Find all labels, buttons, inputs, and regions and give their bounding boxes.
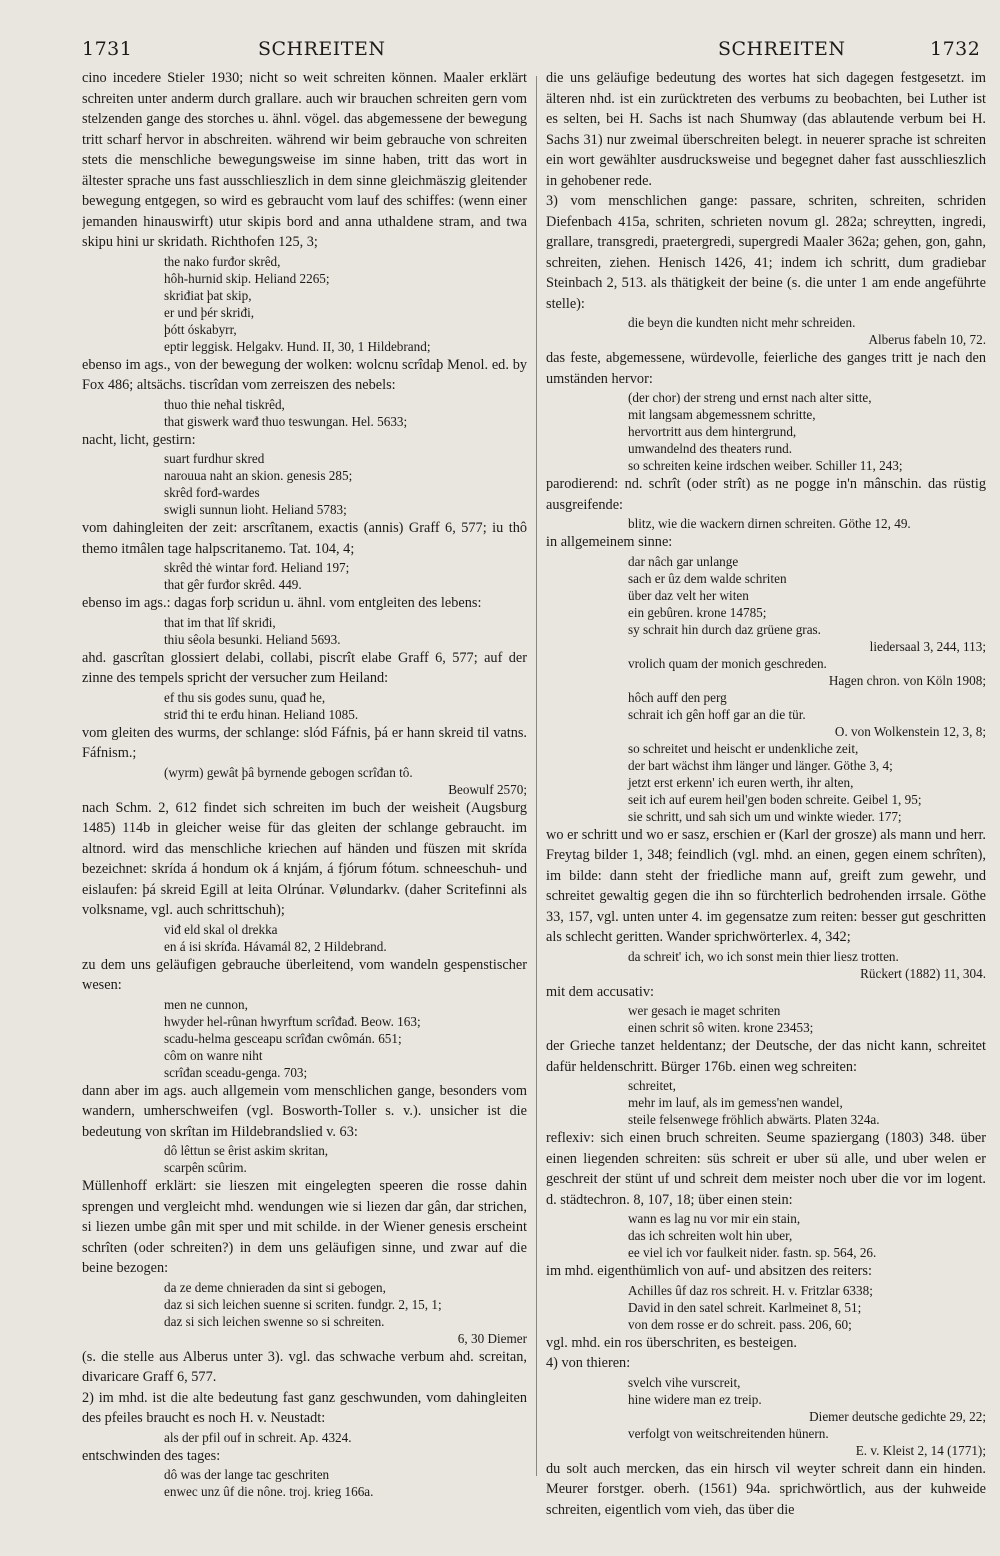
right-page-number: 1732 xyxy=(930,38,981,60)
quotation-line: en á isi skríđa. Hávamál 82, 2 Hildebrand. xyxy=(164,938,387,954)
quotation-line: umwandelnd des theaters rund. xyxy=(628,441,793,456)
paragraph: 2) im mhd. ist die alte bedeutung fast ganz geschwunden, vom dahingleiten des pfeiles braucht es noch H. v. Neustadt: xyxy=(82,1389,527,1426)
quotation-line: schrait ich gên hoff gar an die tür. xyxy=(628,706,806,722)
quotation-line: hervortritt aus dem hintergrund, xyxy=(628,424,797,439)
paragraph: vom dahingleiten der zeit: arscrîtanem, exactis (annis) Graff 6, 577; iu thô themo itmâlen tage halpscritanemo. Tat. 104, 4; xyxy=(82,520,527,557)
quotation-line: skriđiat þat skip, xyxy=(164,287,252,303)
paragraph: parodierend: nd. schrît (oder strît) as ne pogge in'n mânschin. das rüstig ausgreifende: xyxy=(546,476,986,513)
quotation-line: (der chor) der streng und ernst nach alter sitte, xyxy=(628,390,872,405)
paragraph: die uns geläufige bedeutung des wortes hat sich dagegen festgesetzt. im älteren nhd. ist ein zurücktreten des verbums zu beobachten, bei Luther ist es selten, bei H. Sachs ist nach Shumway (das ablautende verbum bei H. Sachs 31) nur zweimal überschreiten belegt. in neuerer sprache ist schreiten ein wort gewählter ausdrucksweise und begegnet daher fast ausschlieszlich in gehobener rede. xyxy=(546,70,986,189)
quotation-line: seit ich auf eurem heil'gen boden schreite. Geibel 1, 95; xyxy=(628,791,922,807)
paragraph: ahd. gascrîtan glossiert delabi, collabi, piscrît elabe Graff 6, 577; auf der zinne des tempels spricht der versucher zum Heiland: xyxy=(82,649,527,686)
left-column xyxy=(82,68,527,1548)
paragraph: (s. die stelle aus Alberus unter 3). vgl. das schwache verbum ahd. screitan, divaricare Graff 6, 577. xyxy=(82,1348,527,1385)
paragraph: entschwinden des tages: xyxy=(82,1447,221,1464)
page-header xyxy=(0,38,1000,68)
left-running-title: SCHREITEN xyxy=(258,38,386,60)
quotation-line: E. v. Kleist 2, 14 (1771); xyxy=(855,1442,986,1458)
quotation-line: striđ thi te erđu hinan. Heliand 1085. xyxy=(164,706,359,722)
paragraph: dann aber im ags. auch allgemein vom menschlichen gange, besonders vom wandern, umherschweifen (vgl. Bosworth-Toller s. v.). unsicher ist die bedeutung von skrîtan im Hildebrandslied v. 63: xyxy=(82,1082,527,1140)
left-page-number: 1731 xyxy=(82,38,133,60)
quotation-line: þótt óskabyrr, xyxy=(164,321,237,337)
quotation-line: wer gesach ie maget schriten xyxy=(628,1003,781,1018)
quotation-line: dô lêttun se êrist askim skritan, xyxy=(164,1143,329,1158)
quotation-line: dô was der lange tac geschriten xyxy=(164,1467,330,1482)
paragraph: das feste, abgemessene, würdevolle, feierliche des ganges tritt je nach den umständen hervor: xyxy=(546,350,986,387)
quotation-line: viđ eld skal ol drekka xyxy=(164,921,278,937)
quotation-line: Rückert (1882) 11, 304. xyxy=(860,965,986,981)
quotation-line: von dem rosse er do schreit. pass. 206, 60; xyxy=(628,1316,852,1332)
quotation-line: steile felsenwege fröhlich abwärts. Platen 324a. xyxy=(628,1112,880,1127)
paragraph: mit dem accusativ: xyxy=(546,983,654,1000)
paragraph: reflexiv: sich einen bruch schreiten. Seume spaziergang (1803) 348. über einen liegenden schreiten: süs schreit er uber sü alle, und uber welen er geschreit der stünt uf und schreit dem meister noch uber die vor im logent. d. städtechron. 8, 107, 18; über einen stein: xyxy=(546,1130,986,1208)
quotation-line: schreitet, xyxy=(628,1078,676,1093)
quotation-line: dar nâch gar unlange xyxy=(628,553,739,569)
quotation-line: ee viel ich vor faulkeit nider. fastn. sp. 564, 26. xyxy=(628,1245,877,1260)
quotation-line: narouua naht an skion. genesis 285; xyxy=(164,468,353,483)
quotation-line: skrêd thė wintar forđ. Heliand 197; xyxy=(164,560,350,575)
quotation-line: that gêr furđor skrêd. 449. xyxy=(164,577,302,592)
quotation-line: Alberus fabeln 10, 72. xyxy=(868,332,986,347)
paragraph: im mhd. eigenthümlich von auf- und absitzen des reiters: xyxy=(546,1263,872,1279)
quotation-line: suart furdhur skred xyxy=(164,451,265,466)
quotation-line: er und þér skriđi, xyxy=(164,304,255,320)
quotation-line: hine widere man ez treip. xyxy=(628,1391,762,1407)
quotation-line: côm on wanre niht xyxy=(164,1047,263,1063)
quotation-line: mehr im lauf, als im gemess'nen wandel, xyxy=(628,1095,843,1110)
paragraph: 3) vom menschlichen gange: passare, schriten, schreiten, schriden Diefenbach 415a, schriten, schrieten novum gl. 282a; schreytten, ingredi, grallare, transgredi, praetergredi, supergredi Maaler 362a; gehen, gon, gahn, schreiten, ziehen. Henisch 1426, 41; indem ich schritt, dum gradiebar Steinbach 2, 513. als thätigkeit der beine (s. die unter 1 am ende angeführte stelle): xyxy=(546,193,986,312)
quotation-line: einen schrit sô witen. krone 23453; xyxy=(628,1020,814,1035)
quotation-line: thiu sêola besunki. Heliand 5693. xyxy=(164,631,341,647)
quotation-line: (wyrm) gewât þâ byrnende gebogen scrîđan tô. xyxy=(164,764,413,780)
quotation-line: sie schritt, und sah sich um und winkte wieder. 177; xyxy=(628,808,902,824)
quotation-line: verfolgt von weitschreitenden hünern. xyxy=(628,1425,829,1441)
paragraph: vom gleiten des wurms, der schlange: slód Fáfnis, þá er hann skreid til vatns. Fáfnism.; xyxy=(82,724,527,761)
quotation-line: enwec unz ûf die nône. troj. krieg 166a. xyxy=(164,1484,374,1499)
quotation-line: that im that lîf skriđi, xyxy=(164,614,276,630)
quotation-line: Achilles ûf daz ros schreit. H. v. Fritzlar 6338; xyxy=(628,1282,873,1298)
right-running-title: SCHREITEN xyxy=(718,38,846,60)
paragraph: ebenso im ags., von der bewegung der wolken: wolcnu scrîdaþ Menol. ed. by Fox 486; altsächs. tiscrîdan vom zerreiszen des nebels: xyxy=(82,356,527,393)
quotation-line: scrîđan sceadu-genga. 703; xyxy=(164,1064,308,1080)
quotation-line: über daz velt her witen xyxy=(628,587,749,603)
quotation-line: daz si sich leichen swenne so si schreiten. xyxy=(164,1313,385,1329)
quotation-line: so schreiten keine irdschen weiber. Schiller 11, 243; xyxy=(628,458,903,473)
paragraph: vgl. mhd. ein ros überschriten, es besteigen. xyxy=(546,1334,797,1351)
quotation-line: ef thu sis godes sunu, quađ he, xyxy=(164,689,326,705)
quotation-line: svelch vihe vurscreit, xyxy=(628,1374,741,1390)
quotation-line: skrêd forđ-wardes xyxy=(164,485,260,500)
paragraph: cino incedere Stieler 1930; nicht so weit schreiten können. Maaler erklärt schreiten unter anderm durch grallare. auch wir brauchen schreiten gern vom stelzenden gange des storches u. ähnl. vögel. das abgemessene der bewegung tritt scharf hervor in abschreiten. während wir beim gebrauche von schreiten stets die menschliche bewegungsweise im sinne haben, tritt das wort in ältester sprache uns fast ausschlieszlich in dem sinne gleichmäszig gleitender bewegung entgegen, so wird es gebraucht vom lauf des schiffes: (wenn einer jemanden hinauswirft) utur skipis bord and anna uthaldene stram, and twa skipu hini ur skridath. Richthofen 125, 3; xyxy=(82,70,527,250)
column-divider xyxy=(536,76,537,1476)
quotation-line: so schreitet und heischt er undenkliche zeit, xyxy=(628,740,859,756)
quotation-line: swigli sunnun lioht. Heliand 5783; xyxy=(164,502,347,517)
quotation-line: vrolich quam der monich geschreden. xyxy=(628,655,827,671)
quotation-line: der bart wächst ihm länger und länger. Göthe 3, 4; xyxy=(628,757,893,773)
quotation-line: Hagen chron. von Köln 1908; xyxy=(828,672,986,688)
paragraph: nach Schm. 2, 612 findet sich schreiten im buch der weisheit (Augsburg 1485) 114b in gleicher weise für das gleiten der schlange gebraucht. im altnord. wird das menschliche kriechen auf händen und füszen mit skrída bezeichnet: skrída á hondum ok á knjám, á fjórum fótum. schneeschuh- und eislaufen: þá skreid Egill at leita Olrúnar. Vølundarkv. (daher Scritefinni als volksname, vgl. auch schrittschuh); xyxy=(82,799,527,918)
quotation-line: Beowulf 2570; xyxy=(448,781,527,797)
quotation-line: liedersaal 3, 244, 113; xyxy=(869,638,986,654)
quotation-line: blitz, wie die wackern dirnen schreiten. Göthe 12, 49. xyxy=(628,516,911,531)
quotation-line: mit langsam abgemessnem schritte, xyxy=(628,407,816,422)
quotation-line: hôh-hurnid skip. Heliand 2265; xyxy=(164,270,330,286)
quotation-line: men ne cunnon, xyxy=(164,996,248,1012)
quotation-line: O. von Wolkenstein 12, 3, 8; xyxy=(834,723,986,739)
quotation-line: hôch auff den perg xyxy=(628,689,727,705)
paragraph: in allgemeinem sinne: xyxy=(546,534,673,550)
quotation-line: als der pfil ouf in schreit. Ap. 4324. xyxy=(164,1429,352,1445)
quotation-line: Diemer deutsche gedichte 29, 22; xyxy=(809,1408,986,1424)
quotation-line: wann es lag nu vor mir ein stain, xyxy=(628,1211,801,1226)
quotation-line: daz si sich leichen suenne si scriten. fundgr. 2, 15, 1; xyxy=(164,1296,442,1312)
quotation-line: sach er ûz dem walde schriten xyxy=(628,570,787,586)
paragraph: 4) von thieren: xyxy=(546,1355,631,1371)
quotation-line: die beyn die kundten nicht mehr schreiden. xyxy=(628,315,856,330)
quotation-line: the nako furđor skrêd, xyxy=(164,253,281,269)
quotation-line: David in den satel schreit. Karlmeinet 8, 51; xyxy=(628,1299,862,1315)
quotation-line: das ich schreiten wolt hin uber, xyxy=(628,1228,793,1243)
quotation-line: da ze deme chnieraden da sint si gebogen, xyxy=(164,1279,386,1295)
paragraph: du solt auch mercken, das ein hirsch vil weyter schreit dann ein hinden. Meurer forstger. oberh. (1561) 94a. sprichwörtlich, aus der kuhweide schreiten, eigentlich vom vieh, das über die xyxy=(546,1460,986,1518)
right-column xyxy=(546,68,986,1548)
quotation-line: sy schrait hin durch daz grüene gras. xyxy=(628,621,821,637)
quotation-line: 6, 30 Diemer xyxy=(457,1330,527,1346)
quotation-line: hwyder hel-rûnan hwyrftum scrîđađ. Beow. 163; xyxy=(164,1013,421,1029)
quotation-line: ein gebûren. krone 14785; xyxy=(628,604,767,620)
paragraph: ebenso im ags.: dagas forþ scridun u. ähnl. vom entgleiten des lebens: xyxy=(82,595,482,611)
quotation-line: thuo thie neħal tiskrêd, xyxy=(164,396,285,412)
quotation-line: scarpên scûrim. xyxy=(164,1160,247,1175)
paragraph: zu dem uns geläufigen gebrauche überleitend, vom wandeln gespenstischer wesen: xyxy=(82,956,527,993)
quotation-line: scadu-helma gesceapu scrîđan cwômán. 651; xyxy=(164,1030,402,1046)
quotation-line: eptir leggisk. Helgakv. Hund. II, 30, 1 Hildebrand; xyxy=(164,338,431,354)
quotation-line: jetzt erst erkenn' ich euren werth, ihr alten, xyxy=(628,774,854,790)
quotation-line: da schreit' ich, wo ich sonst mein thier liesz trotten. xyxy=(628,948,899,964)
paragraph: Müllenhoff erklärt: sie lieszen mit eingelegten speeren die rosse dahin sprengen und vergleicht mhd. wendungen wie si liezen dar gân, dar strichen, si liezen umbe gân mit sper und mit schilde. in der Wiener genesis erscheint schrîten (oder schreiten?) in dem uns geläufigen sinne, und zwar auf die beine bezogen: xyxy=(82,1178,527,1276)
paragraph: der Grieche tanzet heldentanz; der Deutsche, der das nicht kann, schreitet dafür heldenschritt. Bürger 176b. einen weg schreiten: xyxy=(546,1038,986,1075)
quotation-line: that giswerk warđ thuo teswungan. Hel. 5633; xyxy=(164,413,408,429)
paragraph: wo er schritt und wo er sasz, erschien er (Karl der grosze) als mann und herr. Freytag bilder 1, 348; feindlich (vgl. mhd. an einen, gegen einem schrîten), im bilde: dann steht der friedliche mann auf, greift zum gewehr, und schreitet gewaltig gegen die ihn so fürchterlich bedrohenden irrsale. Göthe 33, 157, vgl. unten unter 4. im gegensatze zum reiten: besser gut geschritten als schlecht geritten. Wander sprichwörterlex. 4, 342; xyxy=(546,826,986,945)
paragraph: nacht, licht, gestirn: xyxy=(82,431,196,448)
